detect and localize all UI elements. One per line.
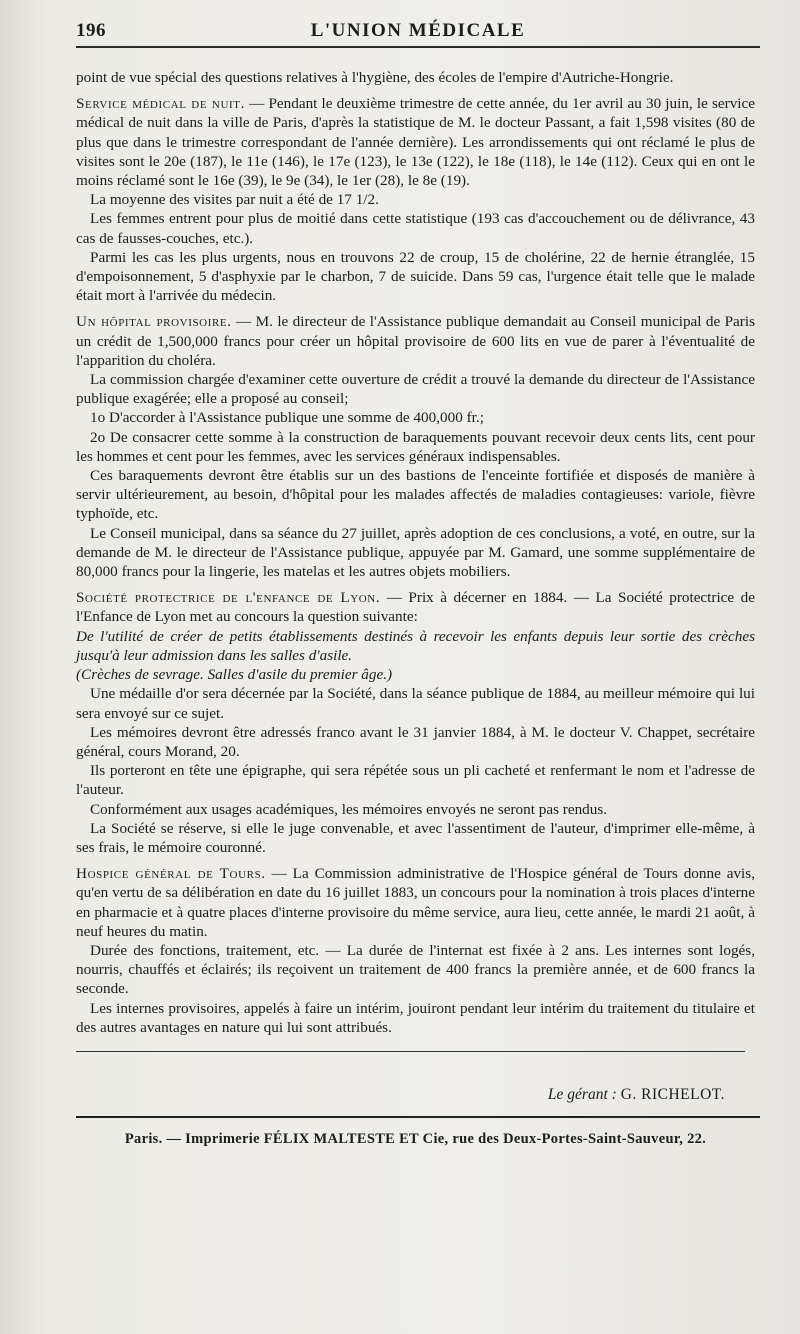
section-paragraph: [76, 312, 755, 370]
paragraph: 1o D'accorder à l'Assistance publique une somme de 400,000 fr.;: [90, 409, 484, 427]
section-text: — La Commission administrative de l'Hospice général de Tours donne avis, qu'en vertu de sa délibération en date du 16 juillet 1883, un concours pour la nomination à trois places d'interne en pharmacie et à quatre places d'interne provisoire du même service, aura lieu, cette année, le mardi 21 août, à neuf heures du matin.: [76, 865, 755, 940]
signature: [76, 1086, 725, 1104]
paragraph: La Société se réserve, si elle le juge convenable, et avec l'assentiment de l'auteur, d'imprimer elle-même, à ses frais, le mémoire couronné.: [76, 819, 755, 856]
section-heading: Service médical de nuit.: [76, 95, 245, 113]
section-heading: Hospice général de Tours.: [76, 865, 266, 883]
paragraph: La commission chargée d'examiner cette ouverture de crédit a trouvé la demande du directeur de l'Assistance publique exagérée; elle a proposé au conseil;: [76, 371, 755, 408]
paragraph: point de vue spécial des questions relatives à l'hygiène, des écoles de l'empire d'Autriche-Hongrie.: [76, 69, 674, 86]
section-text: — Pendant le deuxième trimestre de cette année, du 1er avril au 30 juin, le service médical de nuit dans la ville de Paris, d'après la statistique de M. le docteur Passant, a fait 1,598 visites (80 de plus que dans le trimestre correspondant de l'année dernière). Les arrondissements qui ont réclamé le plus de visites sont le 20e (187), le 11e (146), le 17e (123), le 13e (122), le 18e (118), le 14e (112). Ceux qui en ont le moins réclamé sont le 16e (39), le 9e (34), le 1er (28), le 8e (19).: [76, 95, 755, 190]
section-heading: Un hôpital provisoire.: [76, 313, 232, 331]
paragraph: Durée des fonctions, traitement, etc. — La durée de l'internat est fixée à 2 ans. Les internes sont logés, nourris, chauffés et éclairés; ils reçoivent un traitement de 400 francs la première année, et de 600 francs la seconde.: [76, 941, 755, 998]
paragraph: Ils porteront en tête une épigraphe, qui sera répétée sous un pli cacheté et renfermant le nom et l'adresse de l'auteur.: [76, 762, 755, 799]
printer-imprint: Paris. — Imprimerie FÉLIX MALTESTE ET Cie, rue des Deux-Portes-Saint-Sauveur, 22.: [124, 1130, 707, 1147]
signature-name: G. RICHELOT.: [620, 1085, 725, 1103]
running-title: L'UNION MÉDICALE: [310, 20, 526, 41]
page-number: 196: [76, 20, 106, 41]
paragraph: Les femmes entrent pour plus de moitié dans cette statistique (193 cas d'accouchement ou de délivrance, 43 cas de fausses-couches, etc.).: [76, 210, 755, 247]
paragraph: Une médaille d'or sera décernée par la Société, dans la séance publique de 1884, au meilleur mémoire qui lui sera envoyé sur ce sujet.: [76, 685, 755, 722]
section-paragraph: [76, 94, 755, 190]
paragraph: 2o De consacrer cette somme à la construction de baraquements pouvant recevoir deux cents lits, cent pour les hommes et cent pour les femmes, avec les services généraux indispensables.: [76, 428, 755, 465]
section-text: — M. le directeur de l'Assistance publique demandait au Conseil municipal de Paris un crédit de 1,500,000 francs pour créer un hôpital provisoire de 600 lits en vue de parer à l'éventualité de l'apparition du choléra.: [76, 313, 755, 369]
paragraph: Le Conseil municipal, dans sa séance du 27 juillet, après adoption de ces conclusions, a voté, en outre, sur la demande de M. le directeur de l'Assistance publique, appuyée par M. Gamard, une somme supplémentaire de 80,000 francs pour la lingerie, les matelas et les autres objets mobiliers.: [76, 524, 755, 581]
section-paragraph: [76, 588, 755, 626]
section-text: — Prix à décerner en 1884. — La Société protectrice de l'Enfance de Lyon met au concours la question suivante:: [76, 589, 755, 626]
signature-label: Le gérant :: [547, 1085, 621, 1103]
section-paragraph: [76, 864, 755, 941]
quoted-question: De l'utilité de créer de petits établissements destinés à recevoir les enfants depuis leur sortie des crèches jusqu'à leur admission dans les salles d'asile.: [76, 627, 755, 664]
page-header: [76, 10, 760, 48]
footer-rule: [76, 1116, 760, 1118]
quoted-subtitle: (Crèches de sevrage. Salles d'asile du premier âge.): [76, 666, 393, 684]
article-body: [76, 68, 755, 1037]
paragraph: La moyenne des visites par nuit a été de 17 1/2.: [90, 191, 379, 209]
paragraph: Les mémoires devront être adressés franco avant le 31 janvier 1884, à M. le docteur V. Chappet, secrétaire général, cours Morand, 20.: [76, 723, 755, 760]
paragraph: Conformément aux usages académiques, les mémoires envoyés ne seront pas rendus.: [90, 800, 608, 818]
paragraph: Parmi les cas les plus urgents, nous en trouvons 22 de croup, 15 de cholérine, 22 de hernie étranglée, 15 d'empoisonnement, 5 d'asphyxie par le charbon, 7 de suicide. Dans 59 cas, l'urgence était telle que le malade était mort à l'arrivée du médecin.: [76, 248, 755, 305]
section-heading: Société protectrice de l'enfance de Lyon.: [76, 589, 381, 607]
separator-rule: [76, 1051, 745, 1052]
paragraph: Les internes provisoires, appelés à faire un intérim, jouiront pendant leur intérim du traitement du titulaire et des autres avantages en nature qui lui sont attribués.: [76, 999, 755, 1036]
paragraph: Ces baraquements devront être établis sur un des bastions de l'enceinte fortifiée et disposés de manière à servir ultérieurement, au besoin, d'hôpital pour les malades affectés de maladies contagieuses: variole, fièvre typhoïde, etc.: [76, 467, 755, 523]
